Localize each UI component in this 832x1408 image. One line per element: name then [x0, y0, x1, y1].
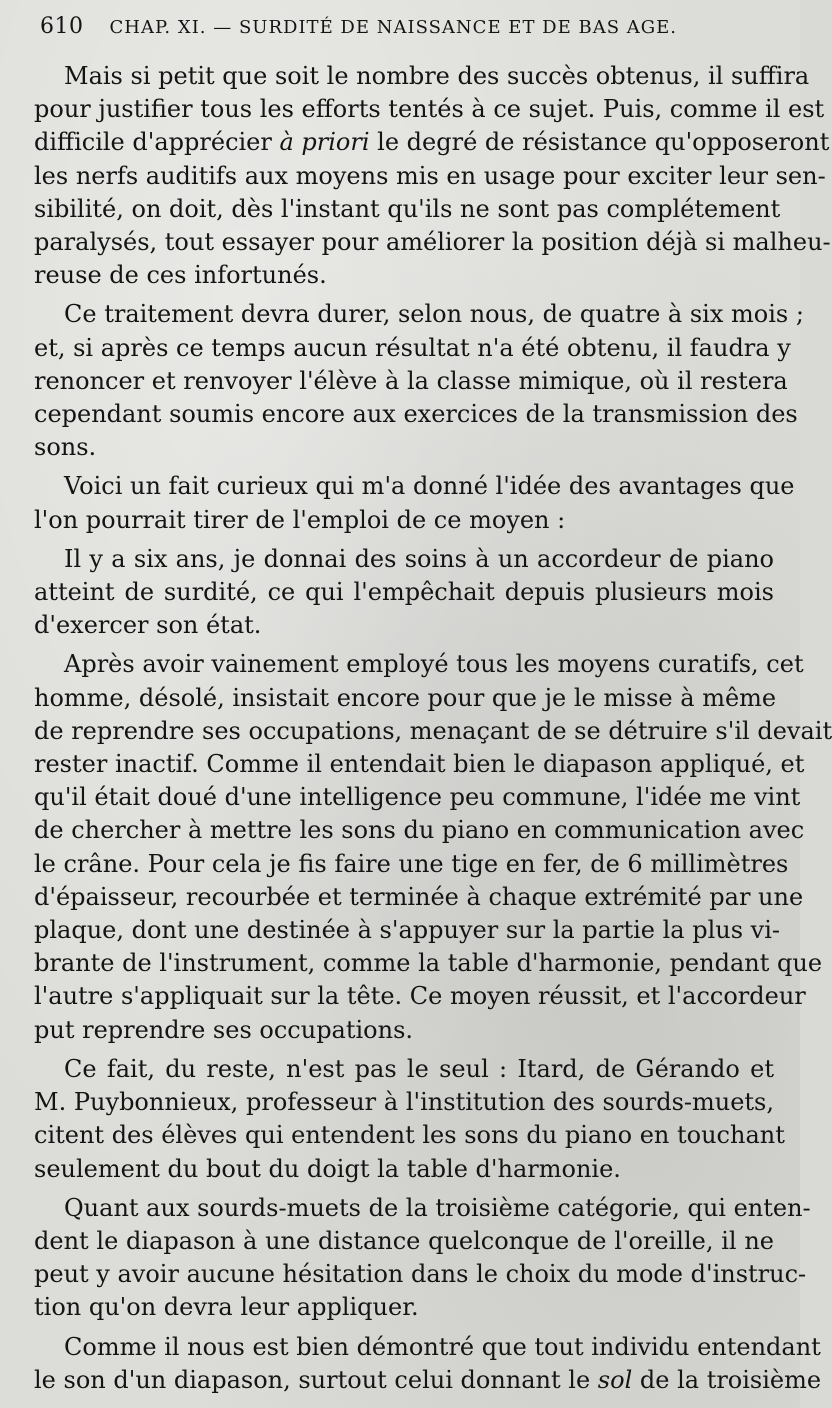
- text-line: plaque, dont une destinée à s'appuyer sur la partie la plus vi-: [34, 916, 781, 945]
- text-segment: le degré de résistance qu'opposeront: [369, 128, 830, 157]
- text-line: dent le diapason à une distance quelconque de l'oreille, il ne: [34, 1226, 774, 1255]
- text-line: Comme il nous est bien démontré que tout individu entendant: [64, 1332, 821, 1361]
- paragraph: [34, 1192, 811, 1325]
- text-line: cependant soumis encore aux exercices de la transmission des: [34, 400, 798, 429]
- text-line: atteint de surdité, ce qui l'empêchait depuis plusieurs mois: [34, 578, 774, 607]
- text-segment: difficile d'apprécier: [34, 128, 280, 157]
- text-line: M. Puybonnieux, professeur à l'institution des sourds-muets,: [34, 1088, 774, 1117]
- text-line: seulement du bout du doigt la table d'harmonie.: [34, 1154, 621, 1183]
- paragraph: [34, 60, 831, 292]
- paragraph: [34, 1053, 785, 1186]
- text-line: et, si après ce temps aucun résultat n'a été obtenu, il faudra y: [34, 333, 791, 362]
- text-line: Mais si petit que soit le nombre des succès obtenus, il suffira: [64, 62, 810, 90]
- text-line: Quant aux sourds-muets de la troisième catégorie, qui enten-: [64, 1193, 811, 1222]
- text-line: de reprendre ses occupations, menaçant de se détruire s'il devait: [34, 716, 832, 745]
- paragraph: [34, 648, 832, 1046]
- text-line: les nerfs auditifs aux moyens mis en usage pour exciter leur sen-: [34, 161, 826, 190]
- italic-text: à priori: [279, 128, 370, 157]
- text-line: qu'il était doué d'une intelligence peu commune, l'idée me vint: [34, 783, 801, 812]
- text-segment: le son d'un diapason, surtout celui donnant le: [34, 1365, 598, 1394]
- text-line: l'on pourrait tirer de l'emploi de ce moyen :: [34, 505, 566, 534]
- text-line: put reprendre ses occupations.: [34, 1015, 414, 1044]
- text-line: [34, 1364, 822, 1397]
- text-line: peut y avoir aucune hésitation dans le choix du mode d'instruc-: [34, 1260, 807, 1289]
- text-line: pour justifier tous les efforts tentés à ce sujet. Puis, comme il est: [34, 95, 825, 124]
- text-line: reuse de ces infortunés.: [34, 261, 327, 290]
- text-line: sons.: [34, 433, 97, 462]
- text-line: renoncer et renvoyer l'élève à la classe mimique, où il restera: [34, 366, 788, 395]
- page-number: 610: [40, 14, 84, 39]
- text-segment: de la troisième: [632, 1365, 822, 1394]
- paragraph: [34, 543, 774, 643]
- text-line: citent des élèves qui entendent les sons du piano en touchant: [34, 1121, 785, 1150]
- text-line: [34, 126, 830, 159]
- paragraph: [34, 298, 804, 464]
- text-line: Ce traitement devra durer, selon nous, de quatre à six mois ;: [64, 300, 804, 329]
- text-line: l'autre s'appliquait sur la tête. Ce moyen réussit, et l'accordeur: [34, 982, 806, 1011]
- italic-text: sol: [597, 1365, 633, 1394]
- text-line: sibilité, on doit, dès l'instant qu'ils ne sont pas complétement: [34, 194, 781, 223]
- text-line: paralysés, tout essayer pour améliorer la position déjà si malheu-: [34, 228, 831, 257]
- text-line: Il y a six ans, je donnai des soins à un accordeur de piano: [64, 544, 774, 573]
- text-line: Ce fait, du reste, n'est pas le seul : Itard, de Gérando et: [64, 1054, 774, 1083]
- text-line: rester inactif. Comme il entendait bien le diapason appliqué, et: [34, 750, 805, 779]
- text-line: brante de l'instrument, comme la table d'harmonie, pendant que: [34, 949, 823, 978]
- text-line: d'exercer son état.: [34, 611, 262, 640]
- text-line: Voici un fait curieux qui m'a donné l'idée des avantages que: [64, 472, 795, 501]
- text-line: d'épaisseur, recourbée et terminée à chaque extrémité par une: [34, 882, 804, 911]
- body-text: [34, 60, 832, 1403]
- text-line: tion qu'on devra leur appliquer.: [34, 1293, 419, 1322]
- paragraph: [34, 1331, 822, 1397]
- text-line: homme, désolé, insistait encore pour que je le misse à même: [34, 683, 777, 712]
- page-header: [40, 14, 704, 39]
- text-line: Après avoir vainement employé tous les moyens curatifs, cet: [64, 650, 804, 679]
- running-title: CHAP. XI. — SURDITÉ DE NAISSANCE ET DE BAS AGE.: [109, 17, 677, 38]
- paragraph: [34, 470, 795, 536]
- text-line: le crâne. Pour cela je fis faire une tige en fer, de 6 millimètres: [34, 849, 789, 878]
- text-line: de chercher à mettre les sons du piano en communication avec: [34, 816, 805, 845]
